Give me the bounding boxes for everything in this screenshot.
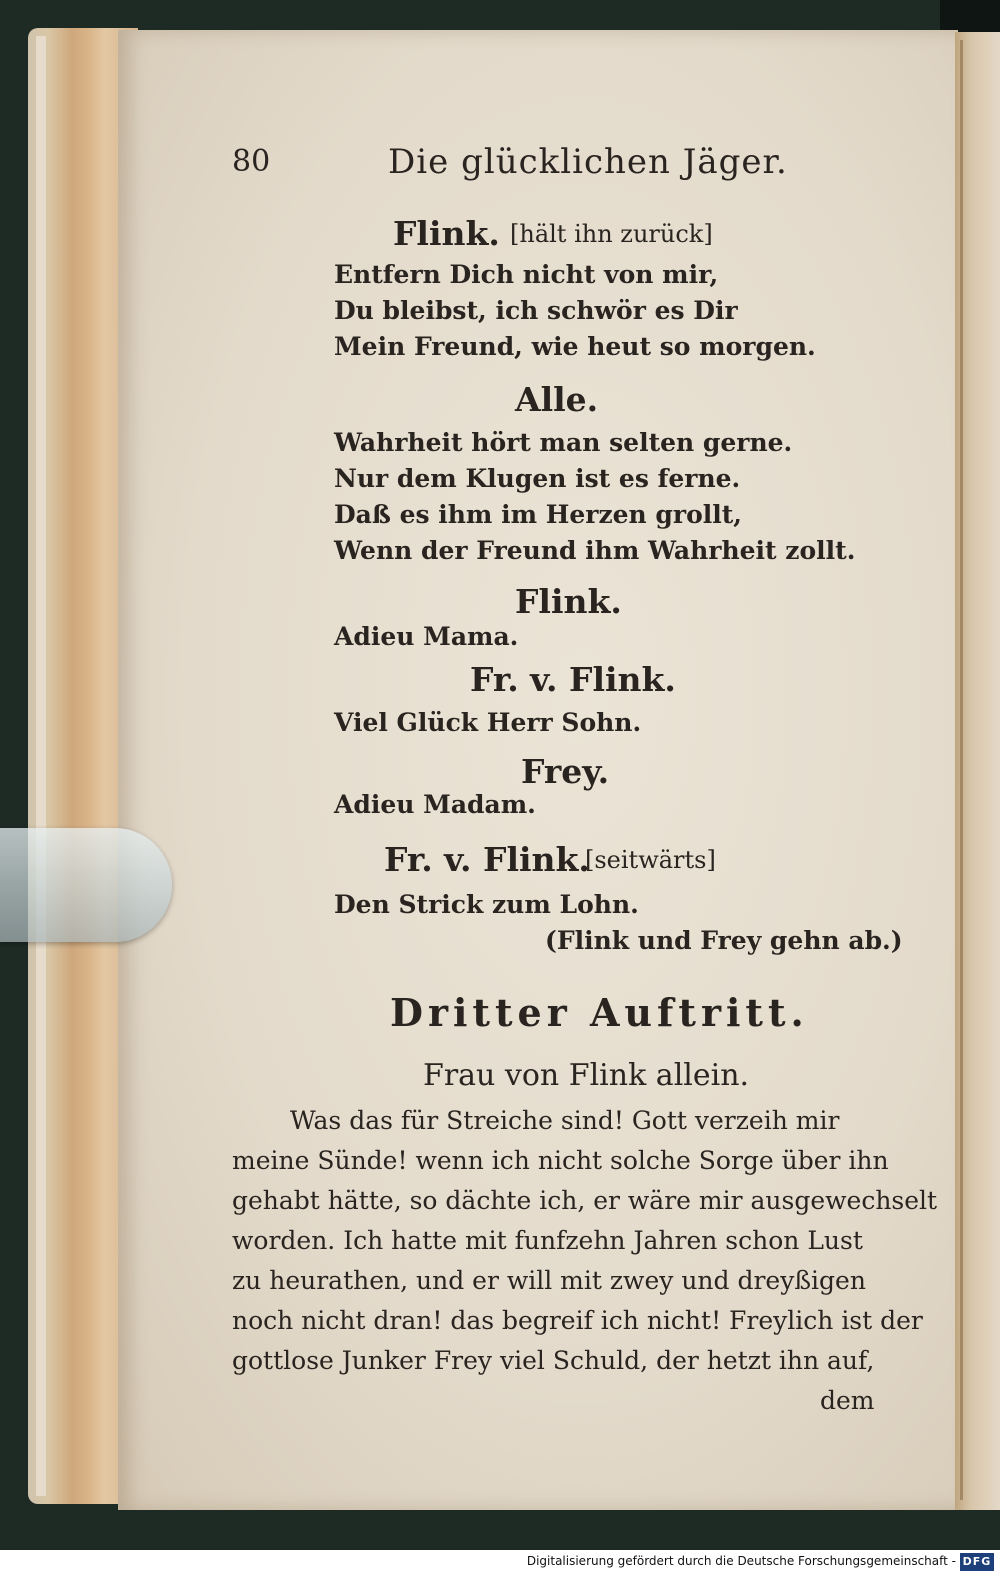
verse-line: Daß es ihm im Herzen grollt, <box>334 500 742 529</box>
speaker-alle: Alle. <box>515 380 599 419</box>
footer-credit: Digitalisierung gefördert durch die Deutsche Forschungsgemeinschaft - <box>526 1554 956 1568</box>
prose-line: noch nicht dran! das begreif ich nicht! Freylich ist der <box>232 1306 923 1335</box>
prose-line: gehabt hätte, so dächte ich, er wäre mir ausgewechselt <box>232 1186 938 1215</box>
verse-line: Mein Freund, wie heut so morgen. <box>334 332 816 361</box>
verse-line: Du bleibst, ich schwör es Dir <box>334 296 738 325</box>
speaker-flink-2: Flink. <box>515 582 622 621</box>
dialogue-line: Adieu Mama. <box>334 622 519 651</box>
speaker-flink-1: Flink. <box>393 214 500 253</box>
dialogue-line: Den Strick zum Lohn. <box>334 890 639 919</box>
verse-line: Nur dem Klugen ist es ferne. <box>334 464 741 493</box>
speaker-fr-v-flink-1: Fr. v. Flink. <box>470 660 676 699</box>
verse-line: Entfern Dich nicht von mir, <box>334 260 719 289</box>
dfg-logo: DFG <box>960 1553 994 1571</box>
page-gutter-line <box>960 40 963 1500</box>
prose-line: gottlose Junker Frey viel Schuld, der hetzt ihn auf, <box>232 1346 875 1375</box>
section-heading: Dritter Auftritt. <box>390 990 809 1035</box>
section-subheading: Frau von Flink allein. <box>423 1058 750 1093</box>
running-head: Die glücklichen Jäger. <box>388 142 788 182</box>
verse-line: Wahrheit hört man selten gerne. <box>334 428 793 457</box>
page-strip <box>36 36 46 1496</box>
prose-line: worden. Ich hatte mit funfzehn Jahren schon Lust <box>232 1226 863 1255</box>
stage-direction-1: [hält ihn zurück] <box>510 220 713 248</box>
plastic-clip <box>0 828 172 942</box>
prose-line: zu heurathen, und er will mit zwey und dreyßigen <box>232 1266 866 1295</box>
speaker-frey: Frey. <box>521 752 610 791</box>
speaker-fr-v-flink-2: Fr. v. Flink. <box>384 840 590 879</box>
dialogue-line: Adieu Madam. <box>334 790 536 819</box>
prose-line: meine Sünde! wenn ich nicht solche Sorge über ihn <box>232 1146 889 1175</box>
catchword: dem <box>820 1386 875 1415</box>
stage-direction-2: [seitwärts] <box>585 846 716 874</box>
verse-line: Wenn der Freund ihm Wahrheit zollt. <box>334 536 856 565</box>
prose-line: Was das für Streiche sind! Gott verzeih mir <box>290 1106 840 1135</box>
page-number: 80 <box>232 144 271 179</box>
dialogue-line: Viel Glück Herr Sohn. <box>334 708 642 737</box>
exit-direction: (Flink und Frey gehn ab.) <box>545 926 903 955</box>
